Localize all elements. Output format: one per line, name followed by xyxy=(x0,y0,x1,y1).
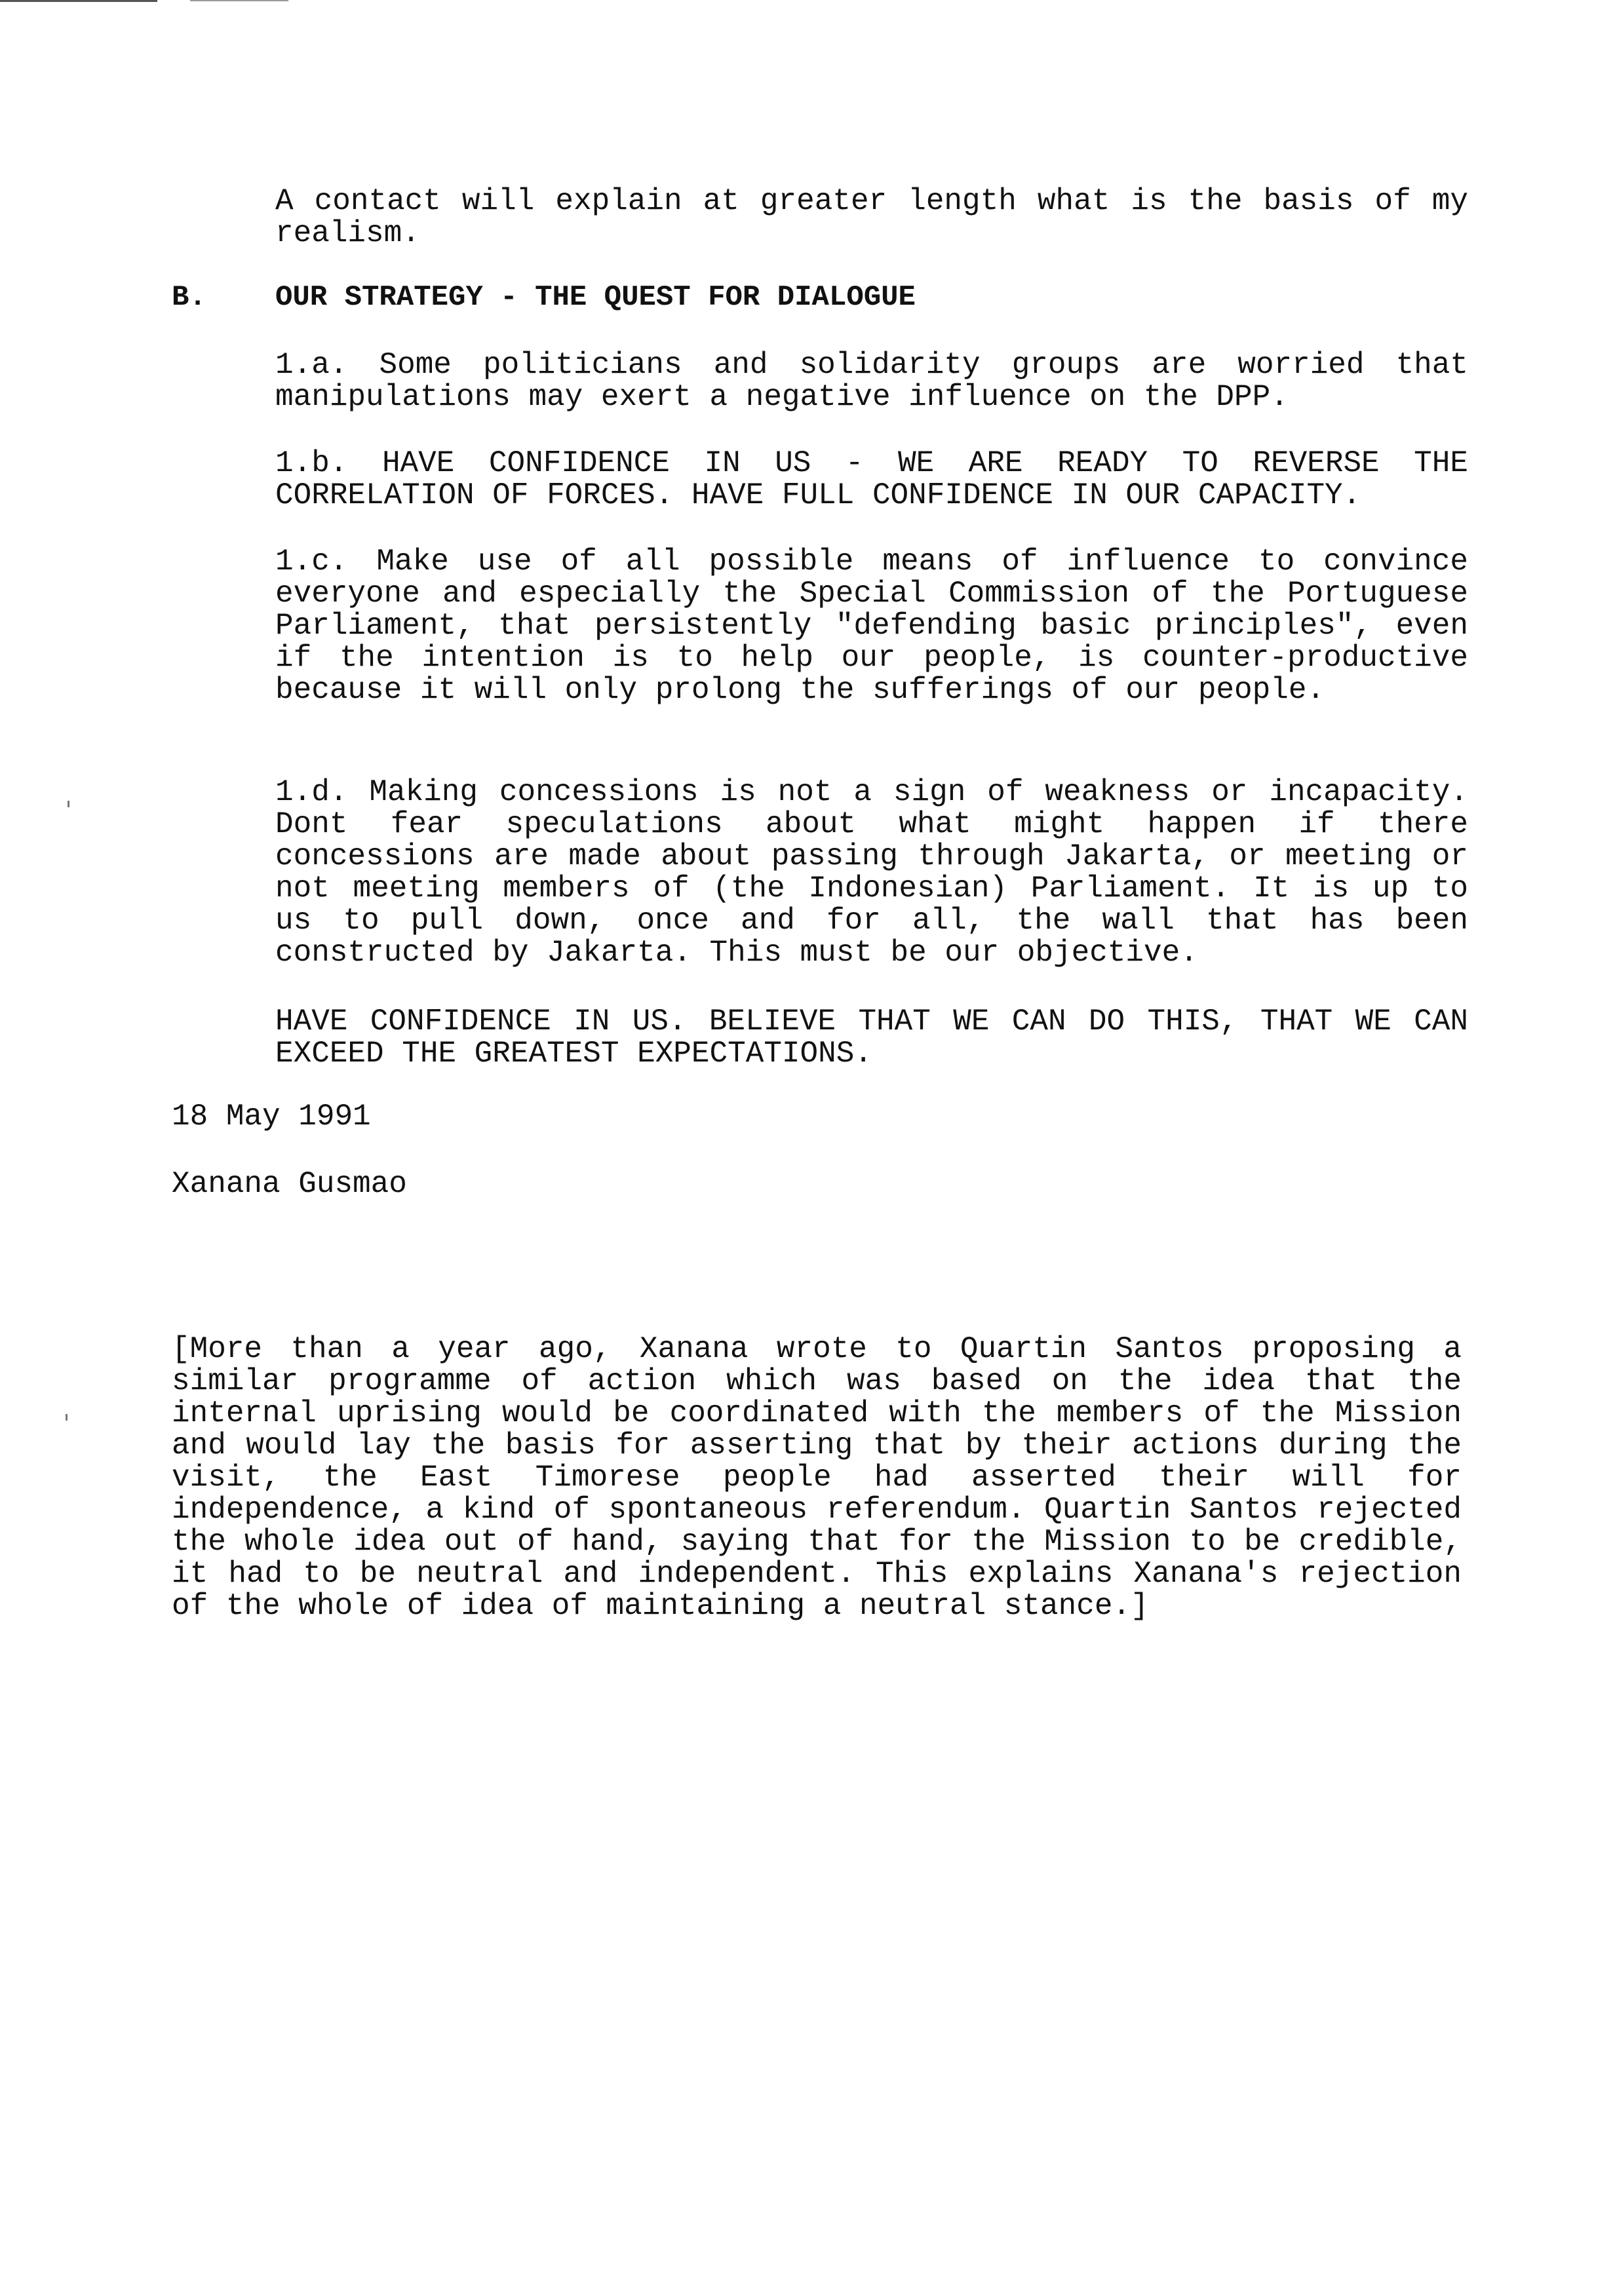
document-date: 18 May 1991 xyxy=(172,1100,371,1134)
point-1a: 1.a. Some politicians and solidarity groups are worried that manipulations may exert a negative influence on the DPP. xyxy=(275,348,1468,414)
section-letter: B. xyxy=(172,281,206,314)
scan-speck xyxy=(68,801,69,807)
section-heading xyxy=(172,282,916,314)
closing-statement: HAVE CONFIDENCE IN US. BELIEVE THAT WE CAN DO THIS, THAT WE CAN EXCEED THE GREATEST EXPECTATIONS. xyxy=(275,1004,1468,1071)
point-1d: 1.d. Making concessions is not a sign of weakness or incapacity. Dont fear speculations about what might happen if there concessions are made about passing through Jakarta, or meeting or not meeting members of (the Indonesian) Parliament. It is up to us to pull down, once and for all, the wall that has been constructed by Jakarta. This must be our objective. xyxy=(275,775,1468,970)
point-1b: 1.b. HAVE CONFIDENCE IN US - WE ARE READY TO REVERSE THE CORRELATION OF FORCES. HAVE FULL CONFIDENCE IN OUR CAPACITY. xyxy=(275,446,1468,512)
intro-paragraph: A contact will explain at greater length what is the basis of my realism. xyxy=(275,184,1468,250)
signature: Xanana Gusmao xyxy=(172,1167,407,1201)
scan-speck xyxy=(66,1414,68,1421)
editor-note: [More than a year ago, Xanana wrote to Quartin Santos proposing a similar programme of action which was based on the idea that the internal uprising would be coordinated with the members of the Mission and would lay the basis for asserting that by their actions during the visit, the East Timorese people had asserted their will for independence, a kind of spontaneous referendum. Quartin Santos rejected the whole idea out of hand, saying that for the Mission to be credible, it had to be neutral and independent. This explains Xanana's rejection of the whole of idea of maintaining a neutral stance.] xyxy=(172,1332,1462,1623)
section-title: OUR STRATEGY - THE QUEST FOR DIALOGUE xyxy=(275,281,916,314)
point-1c: 1.c. Make use of all possible means of influence to convince everyone and especially the Special Commission of the Portuguese Parliament, that persistently "defending basic principles", even if the intention is to help our people, is counter-productive because it will only prolong the sufferings of our people. xyxy=(275,545,1468,707)
